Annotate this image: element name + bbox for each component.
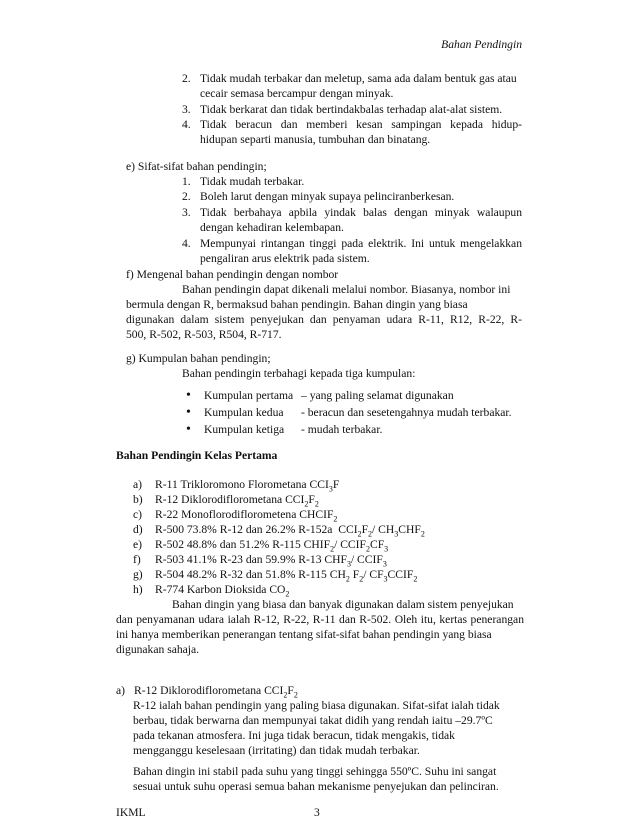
refrigerant-item: c) R-22 Monoflorodiflorometena $CHCIF_2$ — [133, 508, 338, 524]
paragraph-line: digunakan sahaja. — [116, 643, 200, 656]
footer-left: IKML — [116, 806, 146, 819]
list-item: 2. Boleh larut dengan minyak supaya pelinciranberkesan. — [182, 190, 455, 203]
refrigerant-item: a) R-11 Trikloromono Florometana $CCI_3F$ — [133, 478, 340, 494]
refrigerant-text: R-11 Trikloromono Florometana $CCI_3F$ — [155, 478, 340, 494]
bullet-icon: • — [186, 422, 191, 437]
list-item-cont: dengan kehadiran kelembapan. — [200, 221, 344, 234]
paragraph-line: Bahan pendingin terbahagi kepada tiga kumpulan: — [182, 367, 416, 380]
refrigerant-item: b) R-12 Diklorodiflorometana $CCI_2F_2$ — [133, 493, 319, 509]
bullet-item: • Kumpulan pertama – yang paling selamat digunakan — [186, 388, 454, 403]
paragraph-line: R-12 ialah bahan pendingin yang paling biasa digunakan. Sifat-sifat ialah tidak — [133, 699, 500, 712]
section-heading: Bahan Pendingin Kelas Pertama — [116, 449, 278, 462]
bullet-item: • Kumpulan ketiga - mudah terbakar. — [186, 422, 383, 437]
list-item-cont: cecair semasa bercampur dengan minyak. — [200, 87, 394, 100]
list-item: 3. Tidak berkarat dan tidak bertindakbalas terhadap alat-alat sistem. — [182, 103, 503, 116]
section-e-title: e) Sifat-sifat bahan pendingin; — [126, 160, 267, 173]
paragraph-line: sesuai untuk suhu operasi semua bahan mekanisme penyejukan dan pelinciran. — [133, 780, 499, 793]
list-item-cont: hidupan separti manusia, tumbuhan dan binatang. — [200, 133, 431, 146]
page-header: Bahan Pendingin — [441, 38, 522, 51]
list-item: 4. Tidak beracun dan memberi kesan sampingan kepada hidup- — [182, 118, 522, 131]
paragraph-line: pada tekanan atmosfera. Ini juga tidak beracun, tidak mengakis, tidak — [133, 729, 455, 742]
refrigerant-text: R-504 48.2% R-32 dan 51.8% R-115 $CH_2$ $F_2/$ $CF_3CCIF_2$ — [155, 568, 418, 584]
section-a-title: a) R-12 Diklorodiflorometana $CCI_2F_2$ — [116, 684, 298, 700]
paragraph-line: digunakan dalam sistem penyejukan dan penyaman udara R-11, R12, R-22, R- — [126, 313, 522, 326]
bullet-item: • Kumpulan kedua - beracun dan sesetengahnya mudah terbakar. — [186, 405, 512, 420]
refrigerant-text: R-502 48.8% dan 51.2% R-115 $CHIF_2/$ $CCIF_2CF_3$ — [155, 538, 389, 554]
list-item: 3. Tidak berbahaya apbila yindak balas dengan minyak walaupun — [182, 206, 522, 219]
paragraph-line: Bahan dingin ini stabil pada suhu yang tinggi sehingga 550ºC. Suhu ini sangat — [133, 765, 497, 778]
list-item: 4. Mempunyai rintangan tinggi pada elektrik. Ini untuk mengelakkan — [182, 237, 522, 250]
paragraph-line: ini hanya memberikan penerangan tentang sifat-sifat bahan pendingin yang biasa — [116, 628, 492, 641]
list-item: 2. Tidak mudah terbakar dan meletup, sama ada dalam bentuk gas atau — [182, 72, 517, 85]
paragraph-line: Bahan pendingin dapat dikenali melalui nombor. Biasanya, nombor ini — [182, 283, 511, 296]
paragraph-line: dan penyamanan udara ialah R-12, R-22, R-11 dan R-502. Oleh itu, kertas penerangan — [116, 613, 524, 626]
paragraph-line: berbau, tidak berwarna dan mempunyai takat didih yang rendah iaitu –29.7ºC — [133, 714, 493, 727]
paragraph-line: Bahan dingin yang biasa dan banyak digunakan dalam sistem penyejukan — [172, 598, 514, 611]
refrigerant-item: e) R-502 48.8% dan 51.2% R-115 $CHIF_2/$ $CCIF_2CF_3$ — [133, 538, 389, 554]
refrigerant-item: h) R-774 Karbon Dioksida $CO_2$ — [133, 583, 290, 599]
section-g-title: g) Kumpulan bahan pendingin; — [126, 352, 271, 365]
list-item-cont: pengaliran arus elektrik pada sistem. — [200, 252, 370, 265]
paragraph-line: mengganggu keselesaan (irritating) dan tidak mudah terbakar. — [133, 744, 420, 757]
refrigerant-item: d) R-500 73.8% R-12 dan 26.2% R-152a $CCI_2F_2/$ $CH_3CHF_2$ — [133, 523, 425, 539]
bullet-icon: • — [186, 405, 191, 420]
bullet-icon: • — [186, 388, 191, 403]
refrigerant-text: R-500 73.8% R-12 dan 26.2% R-152a $CCI_2F_2/$ $CH_3CHF_2$ — [155, 523, 425, 539]
refrigerant-text: R-22 Monoflorodiflorometena $CHCIF_2$ — [155, 508, 338, 524]
refrigerant-text: R-12 Diklorodiflorometana $CCI_2F_2$ — [155, 493, 319, 509]
paragraph-line: 500, R-502, R-503, R504, R-717. — [126, 328, 282, 341]
paragraph-line: bermula dengan R, bermaksud bahan pendingin. Bahan dingin yang biasa — [126, 298, 468, 311]
refrigerant-text: R-503 41.1% R-23 dan 59.9% R-13 $CHF_3/$ $CCIF_3$ — [155, 553, 387, 569]
page-number: 3 — [314, 806, 320, 819]
refrigerant-text: R-774 Karbon Dioksida $CO_2$ — [155, 583, 290, 599]
refrigerant-item: g) R-504 48.2% R-32 dan 51.8% R-115 $CH_2$ $F_2/$ $CF_3CCIF_2$ — [133, 568, 418, 584]
refrigerant-item: f) R-503 41.1% R-23 dan 59.9% R-13 $CHF_3/$ $CCIF_3$ — [133, 553, 387, 569]
section-f-title: f) Mengenal bahan pendingin dengan nombor — [126, 268, 339, 281]
list-item: 1. Tidak mudah terbakar. — [182, 175, 305, 188]
